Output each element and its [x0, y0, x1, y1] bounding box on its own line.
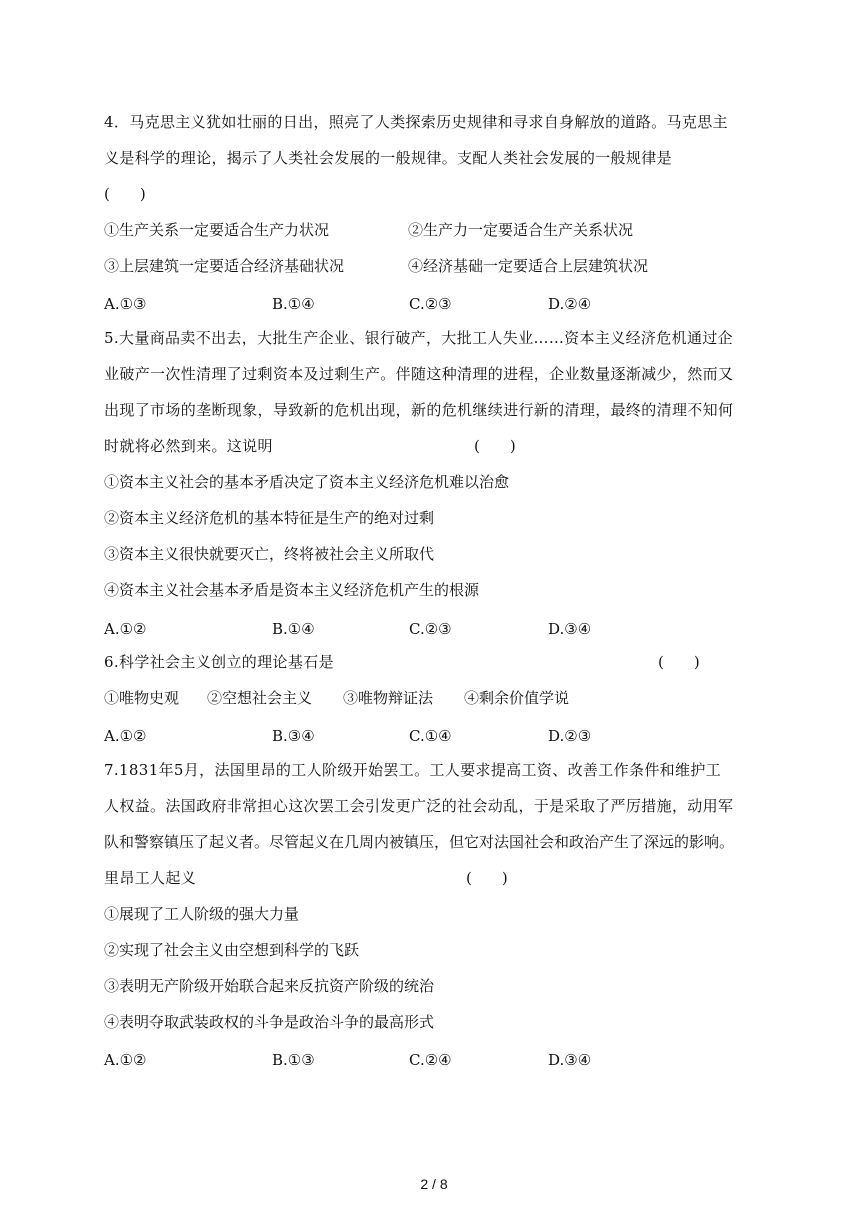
statement-item: ④表明夺取武装政权的斗争是政治斗争的最高形式 — [104, 1013, 435, 1031]
choice-c: C.②④ — [409, 1051, 452, 1069]
question-text-line: 义是科学的理论，揭示了人类社会发展的一般规律。支配人类社会发展的一般规律是 — [104, 149, 672, 167]
statement-item: ②空想社会主义 — [207, 689, 313, 707]
choice-d: D.②③ — [548, 727, 592, 745]
statement-item: ④资本主义社会基本矛盾是资本主义经济危机产生的根源 — [104, 581, 480, 599]
statement-item: ②实现了社会主义由空想到科学的飞跃 — [104, 941, 360, 959]
choice-a: A.①② — [104, 727, 147, 745]
statement-item: ①生产关系一定要适合生产力状况 — [104, 221, 330, 239]
answer-paren: ( ) — [466, 869, 508, 887]
choice-c: C.②③ — [409, 295, 452, 313]
answer-paren: ( ) — [104, 185, 146, 203]
statement-item: ①展现了工人阶级的强大力量 — [104, 905, 300, 923]
statement-item: ②资本主义经济危机的基本特征是生产的绝对过剩 — [104, 509, 435, 527]
question-text-line: 队和警察镇压了起义者。尽管起义在几周内被镇压，但它对法国社会和政治产生了深远的影响。 — [104, 833, 735, 851]
choice-d: D.③④ — [548, 620, 592, 638]
question-text-line: 里昂工人起义 — [104, 869, 197, 887]
choice-d: D.②④ — [548, 295, 592, 313]
statement-item: ①资本主义社会的基本矛盾决定了资本主义经济危机难以治愈 — [104, 473, 510, 491]
statement-item: ④经济基础一定要适合上层建筑状况 — [408, 257, 649, 275]
question-text-line: 4．马克思主义犹如壮丽的日出，照亮了人类探索历史规律和寻求自身解放的道路。马克思主 — [104, 113, 728, 131]
question-text-line: 5.大量商品卖不出去，大批生产企业、银行破产，大批工人失业……资本主义经济危机通过企 — [104, 329, 734, 347]
question-text-line: 7.1831年5月，法国里昂的工人阶级开始罢工。工人要求提高工资、改善工作条件和维护工 — [104, 761, 722, 779]
question-text-line: 出现了市场的垄断现象，导致新的危机出现，新的危机继续进行新的清理，最终的清理不知何 — [104, 401, 734, 419]
choice-c: C.①④ — [409, 727, 452, 745]
choice-b: B.①④ — [272, 295, 315, 313]
choice-c: C.②③ — [409, 620, 452, 638]
statement-item: ④剩余价值学说 — [464, 689, 570, 707]
statement-item: ②生产力一定要适合生产关系状况 — [408, 221, 634, 239]
question-text-line: 业破产一次性清理了过剩资本及过剩生产。伴随这种清理的进程，企业数量逐渐减少，然而又 — [104, 365, 734, 383]
statement-item: ③上层建筑一定要适合经济基础状况 — [104, 257, 345, 275]
choice-b: B.①④ — [272, 620, 315, 638]
question-text-line: 6.科学社会主义创立的理论基石是 — [104, 653, 334, 671]
question-text-line: 时就将必然到来。这说明 — [104, 437, 273, 455]
choice-b: B.①③ — [272, 1051, 315, 1069]
statement-item: ③资本主义很快就要灭亡，终将被社会主义所取代 — [104, 545, 435, 563]
statement-item: ③唯物辩证法 — [343, 689, 434, 707]
answer-paren: ( ) — [658, 653, 700, 671]
statement-item: ③表明无产阶级开始联合起来反抗资产阶级的统治 — [104, 977, 435, 995]
page-number: 2 / 8 — [420, 1176, 448, 1192]
choice-a: A.①③ — [104, 295, 147, 313]
answer-paren: ( ) — [474, 437, 516, 455]
statement-item: ①唯物史观 — [104, 689, 180, 707]
choice-a: A.①② — [104, 620, 147, 638]
choice-d: D.③④ — [548, 1051, 592, 1069]
choice-a: A.①② — [104, 1051, 147, 1069]
question-text-line: 人权益。法国政府非常担心这次罢工会引发更广泛的社会动乱，于是采取了严厉措施，动用军 — [104, 797, 734, 815]
choice-b: B.③④ — [272, 727, 315, 745]
